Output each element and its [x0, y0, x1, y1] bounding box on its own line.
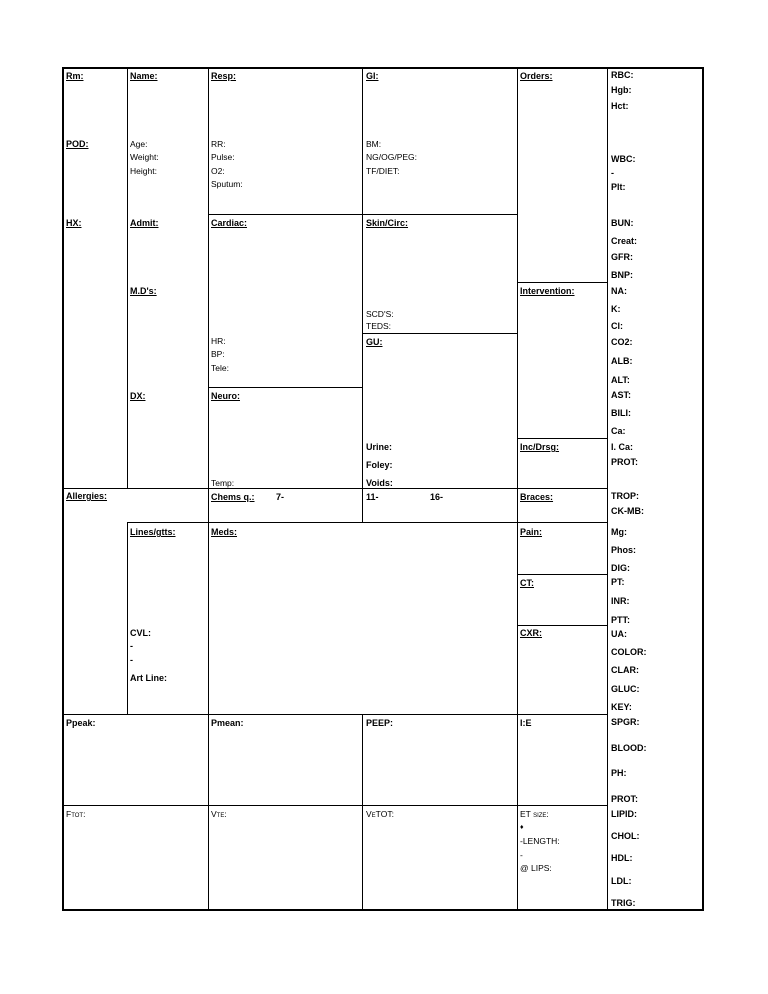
divider-pain-bottom	[517, 574, 607, 575]
length-label: -LENGTH:	[520, 836, 560, 846]
divider-ct-bottom	[517, 625, 607, 626]
chems-label: Chems q.:	[211, 492, 255, 502]
divider-col5	[607, 68, 608, 910]
name-label: Name:	[130, 71, 158, 81]
orders-label: Orders:	[520, 71, 553, 81]
chems-7-label: 7-	[276, 492, 285, 502]
lab-label: COLOR:	[611, 647, 647, 657]
length-dash: -	[520, 850, 523, 860]
temp-label: Temp:	[211, 478, 235, 488]
history-label: HX:	[66, 218, 82, 228]
lab-label: TROP:	[611, 491, 639, 501]
lines-gtts-label: Lines/gtts:	[130, 527, 176, 537]
lab-label: BILI:	[611, 408, 631, 418]
lab-label: BNP:	[611, 270, 633, 280]
foley-label: Foley:	[366, 460, 393, 470]
lab-label: PT:	[611, 577, 625, 587]
scds-label: SCD'S:	[366, 309, 394, 319]
lab-label: Hgb:	[611, 85, 632, 95]
lab-label: CK-MB:	[611, 506, 644, 516]
divider-vent-top	[63, 714, 607, 715]
divider-col4	[517, 68, 518, 910]
lab-label: CO2:	[611, 337, 633, 347]
lab-label: SPGR:	[611, 717, 640, 727]
lab-label: -	[611, 168, 614, 178]
peep-label: PEEP:	[366, 718, 394, 728]
bm-label: BM:	[366, 139, 382, 149]
neuro-label: Neuro:	[211, 391, 240, 401]
lab-label: WBC:	[611, 154, 636, 164]
diamond-bullet: ♦	[520, 824, 524, 831]
bp-label: BP:	[211, 349, 225, 359]
art-line-label: Art Line:	[130, 673, 167, 683]
lab-label: ALT:	[611, 375, 630, 385]
cvl-dash-2: -	[130, 655, 133, 665]
lab-label: GFR:	[611, 252, 633, 262]
ct-label: CT:	[520, 578, 534, 588]
lab-label: UA:	[611, 629, 627, 639]
skin-circ-label: Skin/Circ:	[366, 218, 409, 228]
divider-chems-bottom	[127, 522, 607, 523]
divider-skin-bottom	[362, 333, 517, 334]
lab-label: Plt:	[611, 182, 626, 192]
age-label: Age:	[130, 139, 148, 149]
sputum-label: Sputum:	[211, 179, 243, 189]
o2-label: O2:	[211, 166, 225, 176]
vte-label: Vte:	[211, 809, 227, 819]
lab-label: LDL:	[611, 876, 632, 886]
weight-label: Weight:	[130, 152, 159, 162]
tf-diet-label: TF/DIET:	[366, 166, 400, 176]
divider-col3	[362, 68, 363, 522]
lab-label: K:	[611, 304, 621, 314]
lab-label: INR:	[611, 596, 630, 606]
divider-orders-bottom	[517, 282, 607, 283]
ppeak-label: Ppeak:	[66, 718, 96, 728]
pulse-label: Pulse:	[211, 152, 235, 162]
et-size-label: ET size:	[520, 809, 549, 819]
divider-intervention-bottom	[517, 438, 607, 439]
lab-label: PTT:	[611, 615, 630, 625]
lips-label: @ LIPS:	[520, 863, 552, 873]
lab-label: PROT:	[611, 794, 638, 804]
meds-label: Meds:	[211, 527, 238, 537]
lab-label: Mg:	[611, 527, 627, 537]
ftot-label: Ftot:	[66, 809, 86, 819]
height-label: Height:	[130, 166, 157, 176]
divider-col3-lower	[362, 714, 363, 910]
voids-label: Voids:	[366, 478, 393, 488]
ie-label: I:E	[520, 718, 532, 728]
pmean-label: Pmean:	[211, 718, 244, 728]
border-right	[702, 67, 704, 911]
lab-label: KEY:	[611, 702, 632, 712]
lab-label: BUN:	[611, 218, 634, 228]
cxr-label: CXR:	[520, 628, 542, 638]
lab-label: GLUC:	[611, 684, 640, 694]
intervention-label: Intervention:	[520, 286, 575, 296]
lab-label: ALB:	[611, 356, 633, 366]
gi-label: GI:	[366, 71, 379, 81]
lab-label: PROT:	[611, 457, 638, 467]
chems-16-label: 16-	[430, 492, 444, 502]
mds-label: M.D's:	[130, 286, 157, 296]
lab-label: Ca:	[611, 426, 626, 436]
lab-label: RBC:	[611, 70, 634, 80]
chems-11-label: 11-	[366, 492, 379, 502]
border-left	[62, 67, 64, 911]
lab-label: LIPID:	[611, 809, 637, 819]
lab-label: NA:	[611, 286, 627, 296]
rr-label: RR:	[211, 139, 226, 149]
lab-label: HDL:	[611, 853, 633, 863]
lab-label: CHOL:	[611, 831, 640, 841]
cvl-label: CVL:	[130, 628, 151, 638]
cvl-dash-1: -	[130, 641, 133, 651]
lab-label: Cl:	[611, 321, 623, 331]
divider-col2	[208, 68, 209, 910]
divider-resp-bottom	[208, 214, 518, 215]
cardiac-label: Cardiac:	[211, 218, 248, 228]
lab-label: Hct:	[611, 101, 629, 111]
vetot-label: VeTOT:	[366, 809, 394, 819]
lab-label: CLAR:	[611, 665, 639, 675]
divider-cardiac-bottom	[208, 387, 362, 388]
lab-label: BLOOD:	[611, 743, 647, 753]
urine-label: Urine:	[366, 442, 393, 452]
lab-label: Creat:	[611, 236, 638, 246]
lab-label: TRIG:	[611, 898, 636, 908]
diagnosis-label: DX:	[130, 391, 146, 401]
tele-label: Tele:	[211, 363, 229, 373]
inc-drsg-label: Inc/Drsg:	[520, 442, 560, 452]
resp-label: Resp:	[211, 71, 237, 81]
lab-label: DIG:	[611, 563, 630, 573]
divider-col1-lower	[127, 522, 128, 714]
divider-vent-mid	[63, 805, 607, 806]
lab-label: PH:	[611, 768, 627, 778]
ng-og-peg-label: NG/OG/PEG:	[366, 152, 418, 162]
lab-label: AST:	[611, 390, 631, 400]
room-label: Rm:	[66, 71, 84, 81]
braces-label: Braces:	[520, 492, 554, 502]
divider-chems-top	[63, 488, 607, 489]
allergies-label: Allergies:	[66, 491, 108, 501]
pod-label: POD:	[66, 139, 89, 149]
lab-label: I. Ca:	[611, 442, 634, 452]
gu-label: GU:	[366, 337, 383, 347]
lab-label: Phos:	[611, 545, 637, 555]
teds-label: TEDS:	[366, 321, 392, 331]
admit-label: Admit:	[130, 218, 159, 228]
pain-label: Pain:	[520, 527, 543, 537]
divider-col1	[127, 68, 128, 488]
hr-label: HR:	[211, 336, 226, 346]
